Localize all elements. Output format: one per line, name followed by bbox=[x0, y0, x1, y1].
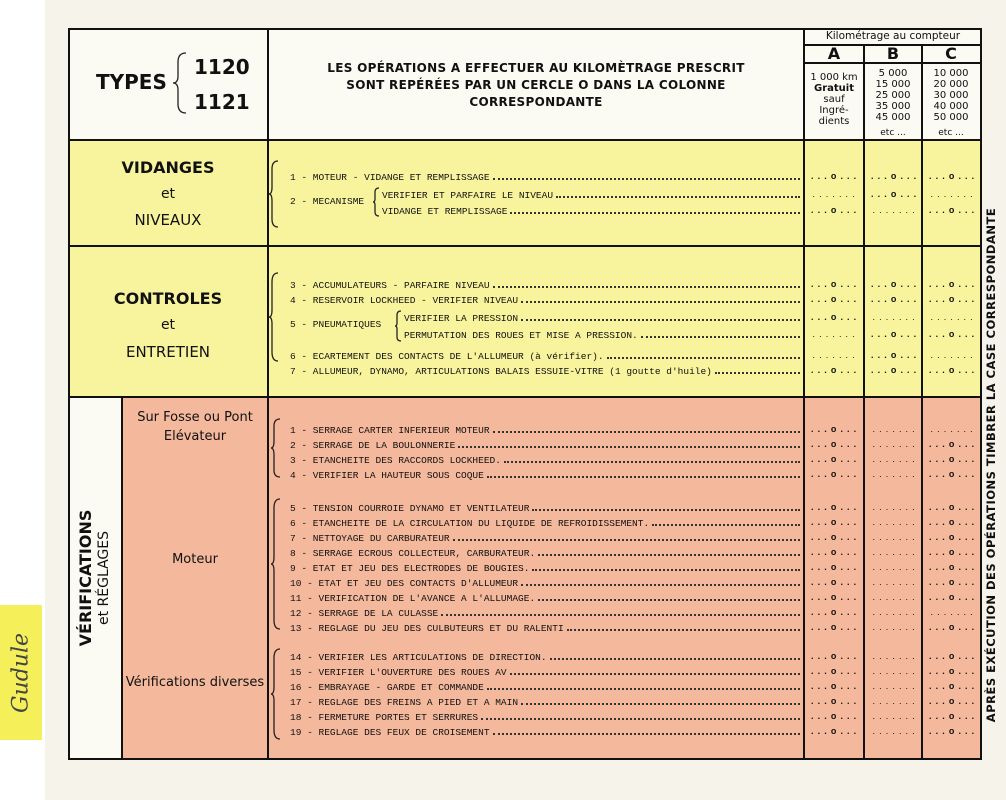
empty-cell-C: . . . . . . . bbox=[930, 312, 974, 322]
operation-text: 4 - VERIFIER LA HAUTEUR SOUS COQUE bbox=[290, 470, 484, 481]
km-value: 15 000 bbox=[875, 79, 911, 90]
empty-cell-B: . . . . . . . bbox=[872, 547, 916, 557]
operation-text: 12 - SERRAGE DE LA CULASSE bbox=[290, 608, 439, 619]
column-letter-B: B bbox=[886, 44, 900, 63]
sticky-note bbox=[0, 605, 42, 740]
brace-icon bbox=[270, 648, 282, 740]
operation-row bbox=[290, 682, 800, 694]
operation-text: 6 - ETANCHEITE DE LA CIRCULATION DU LIQUIDE DE REFROIDISSEMENT. bbox=[290, 518, 650, 529]
circle-mark-A: . . . o . . . bbox=[811, 622, 857, 632]
operation-row bbox=[290, 366, 800, 378]
km-value: 50 000 bbox=[933, 112, 969, 123]
circle-mark-A: . . . o . . . bbox=[811, 205, 857, 215]
operation-text: 10 - ETAT ET JEU DES CONTACTS D'ALLUMEUR bbox=[290, 578, 519, 589]
operation-row bbox=[290, 280, 800, 292]
circle-mark-A: . . . o . . . bbox=[811, 424, 857, 434]
circle-mark-C: . . . o . . . bbox=[929, 517, 975, 527]
km-value: 30 000 bbox=[933, 90, 969, 101]
brace-icon bbox=[394, 310, 402, 342]
group-moteur: Moteur bbox=[172, 552, 218, 567]
circle-mark-A: . . . o . . . bbox=[811, 607, 857, 617]
dotted-leader bbox=[458, 440, 800, 448]
empty-cell-B: . . . . . . . bbox=[872, 562, 916, 572]
divider bbox=[68, 139, 982, 141]
operation-row bbox=[290, 697, 800, 709]
empty-cell-B: . . . . . . . bbox=[872, 696, 916, 706]
circle-mark-A: . . . o . . . bbox=[811, 666, 857, 676]
dotted-leader bbox=[532, 503, 800, 511]
type-1121: 1121 bbox=[194, 90, 250, 114]
types-label: TYPES bbox=[96, 70, 167, 94]
circle-mark-A: . . . o . . . bbox=[811, 294, 857, 304]
km-value: 45 000 bbox=[875, 112, 911, 123]
operation-text: PERMUTATION DES ROUES ET MISE A PRESSION. bbox=[404, 330, 638, 341]
sticky-note-text: Gudule bbox=[8, 632, 34, 713]
verifications-title-vertical bbox=[77, 510, 113, 647]
dotted-leader bbox=[453, 533, 800, 541]
empty-cell-B: . . . . . . . bbox=[872, 681, 916, 691]
operation-text: 3 - ETANCHEITE DES RACCORDS LOCKHEED. bbox=[290, 455, 501, 466]
operation-row bbox=[290, 503, 800, 515]
controles-title2: ENTRETIEN bbox=[125, 343, 211, 361]
dotted-leader bbox=[550, 652, 800, 660]
empty-cell-B: . . . . . . . bbox=[872, 517, 916, 527]
circle-mark-A: . . . o . . . bbox=[811, 532, 857, 542]
circle-mark-B: . . . o . . . bbox=[871, 329, 917, 339]
empty-cell-A: . . . . . . . bbox=[812, 329, 856, 339]
empty-cell-A: . . . . . . . bbox=[812, 189, 856, 199]
empty-cell-B: . . . . . . . bbox=[872, 469, 916, 479]
km-title: Kilométrage au compteur bbox=[825, 30, 961, 42]
operation-row bbox=[290, 548, 800, 560]
circle-mark-A: . . . o . . . bbox=[811, 517, 857, 527]
operation-text: 1 - MOTEUR - VIDANGE ET REMPLISSAGE bbox=[290, 172, 490, 183]
circle-mark-C: . . . o . . . bbox=[929, 294, 975, 304]
circle-mark-A: . . . o . . . bbox=[811, 454, 857, 464]
dotted-leader bbox=[556, 190, 800, 198]
dotted-leader bbox=[521, 313, 800, 321]
operation-text: 13 - REGLAGE DU JEU DES CULBUTEURS ET DU RALENTI bbox=[290, 623, 564, 634]
circle-mark-C: . . . o . . . bbox=[929, 711, 975, 721]
dotted-leader bbox=[521, 697, 800, 705]
operation-text: VERIFIER LA PRESSION bbox=[404, 313, 519, 324]
circle-mark-C: . . . o . . . bbox=[929, 592, 975, 602]
instructions bbox=[270, 60, 802, 111]
verifications-title: VÉRIFICATIONS bbox=[76, 509, 95, 647]
operation-text: 19 - REGLAGE DES FEUX DE CROISEMENT bbox=[290, 727, 490, 738]
circle-mark-C: . . . o . . . bbox=[929, 681, 975, 691]
operation-row bbox=[382, 190, 800, 202]
empty-cell-B: . . . . . . . bbox=[872, 577, 916, 587]
km-etc: etc ... bbox=[880, 128, 906, 138]
brace-icon bbox=[268, 272, 280, 362]
empty-cell-B: . . . . . . . bbox=[872, 454, 916, 464]
dotted-leader bbox=[538, 548, 800, 556]
circle-mark-A: . . . o . . . bbox=[811, 726, 857, 736]
km-value: Gratuit bbox=[814, 83, 854, 94]
operation-text: 1 - SERRAGE CARTER INFERIEUR MOTEUR bbox=[290, 425, 490, 436]
empty-cell-B: . . . . . . . bbox=[872, 666, 916, 676]
km-value: 10 000 bbox=[933, 68, 969, 79]
operation-row bbox=[290, 295, 800, 307]
circle-mark-C: . . . o . . . bbox=[929, 502, 975, 512]
km-value: sauf bbox=[823, 94, 845, 105]
operation-row bbox=[290, 712, 800, 724]
vidanges-et: et bbox=[160, 186, 176, 202]
side-instruction: APRÈS EXÉCUTION DES OPÉRATIONS TIMBRER LA CASE CORRESPONDANTE bbox=[984, 207, 998, 723]
operation-row bbox=[290, 608, 800, 620]
column-km-values bbox=[804, 72, 864, 127]
operation-row bbox=[290, 172, 800, 184]
type-1120: 1120 bbox=[194, 55, 250, 79]
divider bbox=[68, 245, 982, 247]
circle-mark-A: . . . o . . . bbox=[811, 439, 857, 449]
operation-text: 15 - VERIFIER L'OUVERTURE DES ROUES AV bbox=[290, 667, 507, 678]
divider bbox=[803, 28, 805, 760]
circle-mark-B: . . . o . . . bbox=[871, 350, 917, 360]
operation-row bbox=[290, 533, 800, 545]
dotted-leader bbox=[487, 470, 800, 478]
dotted-leader bbox=[521, 578, 800, 586]
divider bbox=[68, 396, 982, 398]
instruction-line: SONT REPÉRÉES PAR UN CERCLE O DANS LA COLONNE bbox=[346, 78, 726, 92]
circle-mark-C: . . . o . . . bbox=[929, 547, 975, 557]
dotted-leader bbox=[538, 593, 800, 601]
operation-row bbox=[290, 440, 800, 452]
empty-cell-B: . . . . . . . bbox=[872, 592, 916, 602]
circle-mark-A: . . . o . . . bbox=[811, 711, 857, 721]
divider bbox=[863, 44, 865, 760]
brace-icon bbox=[268, 160, 280, 228]
dotted-leader bbox=[493, 172, 800, 180]
empty-cell-B: . . . . . . . bbox=[872, 205, 916, 215]
circle-mark-B: . . . o . . . bbox=[871, 365, 917, 375]
circle-mark-A: . . . o . . . bbox=[811, 312, 857, 322]
circle-mark-A: . . . o . . . bbox=[811, 279, 857, 289]
empty-cell-B: . . . . . . . bbox=[872, 651, 916, 661]
operation-row bbox=[290, 667, 800, 679]
dotted-leader bbox=[652, 518, 800, 526]
operation-text: 7 - NETTOYAGE DU CARBURATEUR bbox=[290, 533, 450, 544]
operation-text: VERIFIER ET PARFAIRE LE NIVEAU bbox=[382, 190, 554, 201]
operation-text: 9 - ETAT ET JEU DES ELECTRODES DE BOUGIES. bbox=[290, 563, 530, 574]
operation-row bbox=[290, 455, 800, 467]
operation-text: 16 - EMBRAYAGE - GARDE ET COMMANDE bbox=[290, 682, 484, 693]
circle-mark-A: . . . o . . . bbox=[811, 651, 857, 661]
empty-cell-B: . . . . . . . bbox=[872, 622, 916, 632]
operation-row bbox=[404, 313, 800, 325]
dotted-leader bbox=[493, 280, 800, 288]
operation-row bbox=[290, 578, 800, 590]
dotted-leader bbox=[715, 366, 800, 374]
circle-mark-C: . . . o . . . bbox=[929, 469, 975, 479]
circle-mark-C: . . . o . . . bbox=[929, 696, 975, 706]
empty-cell-B: . . . . . . . bbox=[872, 424, 916, 434]
circle-mark-C: . . . o . . . bbox=[929, 205, 975, 215]
empty-cell-B: . . . . . . . bbox=[872, 502, 916, 512]
circle-mark-B: . . . o . . . bbox=[871, 189, 917, 199]
circle-mark-A: . . . o . . . bbox=[811, 502, 857, 512]
km-value: 40 000 bbox=[933, 101, 969, 112]
km-value: 35 000 bbox=[875, 101, 911, 112]
circle-mark-C: . . . o . . . bbox=[929, 666, 975, 676]
dotted-leader bbox=[493, 727, 800, 735]
circle-mark-C: . . . o . . . bbox=[929, 622, 975, 632]
km-value: Ingré- bbox=[819, 105, 849, 116]
operation-text: 6 - ECARTEMENT DES CONTACTS DE L'ALLUMEUR (à vérifier). bbox=[290, 351, 604, 362]
empty-cell-C: . . . . . . . bbox=[930, 607, 974, 617]
dotted-leader bbox=[441, 608, 800, 616]
dotted-leader bbox=[567, 623, 800, 631]
dotted-leader bbox=[532, 563, 800, 571]
brace-icon bbox=[172, 52, 188, 114]
km-value: dients bbox=[818, 116, 850, 127]
vidanges-title2: NIVEAUX bbox=[134, 211, 202, 229]
dotted-leader bbox=[504, 455, 800, 463]
empty-cell-A: . . . . . . . bbox=[812, 350, 856, 360]
operation-text: 11 - VERIFICATION DE L'AVANCE A L'ALLUMAGE. bbox=[290, 593, 536, 604]
circle-mark-C: . . . o . . . bbox=[929, 439, 975, 449]
operation-text: 7 - ALLUMEUR, DYNAMO, ARTICULATIONS BALAIS ESSUIE-VITRE (1 goutte d'huile) bbox=[290, 366, 712, 377]
circle-mark-C: . . . o . . . bbox=[929, 365, 975, 375]
brace-icon bbox=[372, 187, 380, 217]
dotted-leader bbox=[481, 712, 800, 720]
group-label-mecanisme: 2 - MECANISME bbox=[290, 196, 365, 207]
circle-mark-B: . . . o . . . bbox=[871, 171, 917, 181]
circle-mark-A: . . . o . . . bbox=[811, 469, 857, 479]
column-km-values bbox=[864, 68, 922, 139]
empty-cell-B: . . . . . . . bbox=[872, 312, 916, 322]
divider bbox=[121, 397, 123, 760]
empty-cell-C: . . . . . . . bbox=[930, 189, 974, 199]
operation-text: VIDANGE ET REMPLISSAGE bbox=[382, 206, 508, 217]
circle-mark-A: . . . o . . . bbox=[811, 562, 857, 572]
operation-row bbox=[290, 563, 800, 575]
column-km-values bbox=[922, 68, 980, 139]
controles-title: CONTROLES bbox=[113, 289, 223, 308]
circle-mark-C: . . . o . . . bbox=[929, 329, 975, 339]
circle-mark-C: . . . o . . . bbox=[929, 562, 975, 572]
empty-cell-B: . . . . . . . bbox=[872, 607, 916, 617]
operation-text: 2 - SERRAGE DE LA BOULONNERIE bbox=[290, 440, 456, 451]
empty-cell-B: . . . . . . . bbox=[872, 532, 916, 542]
operation-row bbox=[290, 623, 800, 635]
operation-text: 5 - TENSION COURROIE DYNAMO ET VENTILATEUR bbox=[290, 503, 530, 514]
operation-text: 8 - SERRAGE ECROUS COLLECTEUR, CARBURATEUR. bbox=[290, 548, 536, 559]
circle-mark-B: . . . o . . . bbox=[871, 279, 917, 289]
empty-cell-B: . . . . . . . bbox=[872, 439, 916, 449]
km-value: 20 000 bbox=[933, 79, 969, 90]
dotted-leader bbox=[493, 425, 800, 433]
circle-mark-A: . . . o . . . bbox=[811, 171, 857, 181]
controles-et: et bbox=[160, 317, 176, 333]
circle-mark-A: . . . o . . . bbox=[811, 577, 857, 587]
operation-text: 14 - VERIFIER LES ARTICULATIONS DE DIRECTION. bbox=[290, 652, 547, 663]
empty-cell-B: . . . . . . . bbox=[872, 711, 916, 721]
circle-mark-A: . . . o . . . bbox=[811, 696, 857, 706]
group-verifications-diverses: Vérifications diverses bbox=[125, 675, 265, 690]
km-value: 5 000 bbox=[878, 68, 908, 79]
dotted-leader bbox=[510, 206, 800, 214]
operation-row bbox=[290, 593, 800, 605]
brace-icon bbox=[270, 418, 282, 478]
instruction-line: LES OPÉRATIONS A EFFECTUER AU KILOMÈTRAGE PRESCRIT bbox=[327, 61, 745, 75]
operation-row bbox=[290, 425, 800, 437]
verifications-title2: et RÉGLAGES bbox=[96, 530, 112, 626]
dotted-leader bbox=[641, 330, 800, 338]
instruction-line: CORRESPONDANTE bbox=[469, 95, 603, 109]
circle-mark-C: . . . o . . . bbox=[929, 279, 975, 289]
operation-row bbox=[290, 470, 800, 482]
circle-mark-A: . . . o . . . bbox=[811, 547, 857, 557]
operation-text: 4 - RESERVOIR LOCKHEED - VERIFIER NIVEAU bbox=[290, 295, 519, 306]
operation-text: 17 - REGLAGE DES FREINS A PIED ET A MAIN bbox=[290, 697, 519, 708]
operation-row bbox=[404, 330, 800, 342]
operation-row bbox=[382, 206, 800, 218]
circle-mark-C: . . . o . . . bbox=[929, 171, 975, 181]
operation-text: 18 - FERMETURE PORTES ET SERRURES bbox=[290, 712, 479, 723]
empty-cell-C: . . . . . . . bbox=[930, 424, 974, 434]
circle-mark-A: . . . o . . . bbox=[811, 592, 857, 602]
circle-mark-C: . . . o . . . bbox=[929, 532, 975, 542]
km-etc: etc ... bbox=[938, 128, 964, 138]
empty-cell-B: . . . . . . . bbox=[872, 726, 916, 736]
circle-mark-A: . . . o . . . bbox=[811, 365, 857, 375]
vidanges-title: VIDANGES bbox=[121, 158, 215, 177]
dotted-leader bbox=[521, 295, 800, 303]
operation-row bbox=[290, 518, 800, 530]
dotted-leader bbox=[607, 351, 800, 359]
brace-icon bbox=[270, 498, 282, 630]
operation-row bbox=[290, 652, 800, 664]
dotted-leader bbox=[487, 682, 800, 690]
dotted-leader bbox=[510, 667, 800, 675]
operation-text: 3 - ACCUMULATEURS - PARFAIRE NIVEAU bbox=[290, 280, 490, 291]
km-value: 1 000 km bbox=[810, 72, 858, 83]
empty-cell-C: . . . . . . . bbox=[930, 350, 974, 360]
circle-mark-C: . . . o . . . bbox=[929, 577, 975, 587]
circle-mark-A: . . . o . . . bbox=[811, 681, 857, 691]
circle-mark-C: . . . o . . . bbox=[929, 454, 975, 464]
circle-mark-B: . . . o . . . bbox=[871, 294, 917, 304]
km-value: 25 000 bbox=[875, 90, 911, 101]
circle-mark-C: . . . o . . . bbox=[929, 726, 975, 736]
column-letter-C: C bbox=[945, 44, 957, 63]
column-letter-A: A bbox=[827, 44, 841, 63]
circle-mark-C: . . . o . . . bbox=[929, 651, 975, 661]
operation-row bbox=[290, 727, 800, 739]
operation-row bbox=[290, 351, 800, 363]
divider bbox=[267, 28, 269, 760]
group-label-pneumatiques: 5 - PNEUMATIQUES bbox=[290, 319, 382, 330]
group-sur-fosse: Sur Fosse ou Pont Elévateur bbox=[137, 410, 253, 444]
